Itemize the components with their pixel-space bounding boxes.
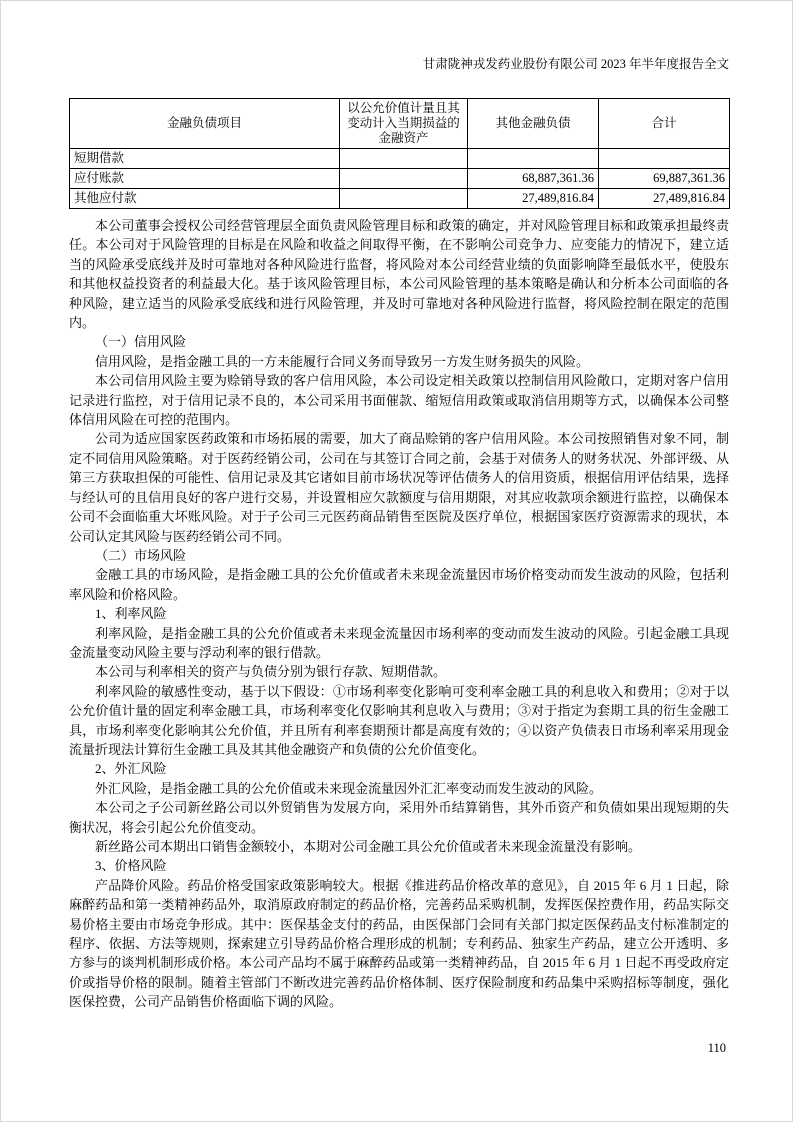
paragraph: 本公司之子公司新丝路公司以外贸销售为发展方向，采用外币结算销售，其外币资产和负债如果出现短期的失衡状况，将会引起公允价值变动。: [69, 800, 729, 835]
paragraphs: [69, 216, 729, 1012]
table-header-row: [70, 99, 730, 149]
paragraph: 利率风险的敏感性变动，基于以下假设：①市场利率变化影响可变利率金融工具的利息收入和费用；②对于以公允价值计量的固定利率金融工具，市场利率变化仅影响其利息收入与费用；③对于指定为套期工具的衍生金融工具，市场利率变化影响其公允价值，并且所有利率套期预计都是高度有效的；④以资产负债表日市场利率采用现金流量折现法计算衍生金融工具及其其他金融资产和负债的公允价值变化。: [69, 683, 729, 757]
paragraph: 本公司董事会授权公司经营管理层全面负责风险管理目标和政策的确定，并对风险管理目标和政策承担最终责任。本公司对于风险管理的目标是在风险和收益之间取得平衡，在不影响公司竞争力、应变能力的情况下，建立适当的风险承受底线并及时可靠地对各种风险进行监督，将风险对本公司经营业绩的负面影响降至最低水平，使股东和其他权益投资者的利益最大化。基于该风险管理目标，本公司风险管理的基本策略是确认和分析本公司面临的各种风险，建立适当的风险承受底线和进行风险管理，并及时可靠地对各种风险进行监督，将风险控制在限定的范围内。: [69, 218, 729, 331]
paragraph: （一）信用风险: [95, 334, 187, 350]
page-content: [69, 98, 729, 1012]
table-header-cell: 其他金融负债: [468, 99, 599, 149]
table-cell-value: [468, 149, 599, 169]
paragraph: 产品降价风险。药品价格受国家政策影响较大。根据《推进药品价格改革的意见》，自 2015 年 6 月 1 日起，除麻醉药品和第一类精神药品外，取消原政府制定的药品价格，完善药品采购机制，发挥医保控费作用，药品实际交易价格主要由市场竞争形成。其中：医保基金支付的药品，由医保部门会同有关部门拟定医保药品支付标准制定的程序、依据、方法等规则，探索建立引导药品价格合理形成的机制；专利药品、独家生产药品，建立公开透明、多方参与的谈判机制形成价格。本公司产品均不属于麻醉药品或第一类精神药品，自 2015 年 6 月 1 日起不再受政府定价或指导价格的限制。随着主管部门不断改进完善药品价格体制、医疗保险制度和药品集中采购招标等制度，强化医保控费，公司产品销售价格面临下调的风险。: [69, 877, 729, 1010]
paragraph: （二）市场风险: [95, 547, 187, 563]
page-number: 110: [707, 1041, 726, 1055]
paragraph: 1、利率风险: [95, 606, 167, 622]
table-cell-value: 27,489,816.84: [599, 189, 730, 209]
table-row: [70, 189, 730, 209]
table-header-cell: 以公允价值计量且其变动计入当期损益的金融资产: [340, 99, 468, 149]
paragraph: 本公司与利率相关的资产与负债分别为银行存款、短期借款。: [95, 664, 447, 680]
paragraph: 金融工具的市场风险，是指金融工具的公允价值或者未来现金流量因市场价格变动而发生波动的风险，包括利率风险和价格风险。: [69, 567, 729, 602]
paragraph: 新丝路公司本期出口销售金额较小，本期对公司金融工具公允价值或者未来现金流量没有影响。: [95, 839, 642, 854]
table-cell-value: [599, 149, 730, 169]
table-cell-value: [340, 169, 468, 189]
table-cell-item: 短期借款: [70, 149, 340, 169]
paragraph: 利率风险，是指金融工具的公允价值或者未来现金流量因市场利率的变动而发生波动的风险。引起金融工具现金流量变动风险主要与浮动利率的银行借款。: [69, 625, 729, 660]
table-cell-item: 应付账款: [70, 169, 340, 189]
table-row: [70, 149, 730, 169]
document-header: 甘肃陇神戎发药业股份有限公司 2023 年半年度报告全文: [422, 57, 729, 71]
table-cell-value: [340, 149, 468, 169]
table-header-cell: 合计: [599, 99, 730, 149]
paragraph: 外汇风险，是指金融工具的公允价值或未来现金流量因外汇汇率变动而发生波动的风险。: [95, 780, 603, 796]
table-body: [70, 149, 730, 209]
table-cell-value: [340, 189, 468, 209]
paragraph: 2、外汇风险: [95, 761, 167, 777]
paragraph: 信用风险，是指金融工具的一方未能履行合同义务而导致另一方发生财务损失的风险。: [95, 353, 590, 369]
paragraph: 3、价格风险: [95, 858, 167, 874]
table-cell-value: 68,887,361.36: [468, 169, 599, 189]
table-header-cell: 金融负债项目: [70, 99, 340, 149]
paragraph: 本公司信用风险主要为赊销导致的客户信用风险，本公司设定相关政策以控制信用风险敞口，定期对客户信用记录进行监控，对于信用记录不良的，本公司采用书面催款、缩短信用政策或取消信用期等方式，以确保本公司整体信用风险在可控的范围内。: [69, 373, 729, 428]
table-row: [70, 169, 730, 189]
table-cell-value: 69,887,361.36: [599, 169, 730, 189]
financial-liabilities-table: [69, 98, 730, 209]
table-cell-item: 其他应付款: [70, 189, 340, 209]
paragraph: 公司为适应国家医药政策和市场拓展的需要，加大了商品赊销的客户信用风险。本公司按照销售对象不同，制定不同信用风险策略。对于医药经销公司，公司在与其签订合同之前，会基于对债务人的财务状况、外部评级、从第三方获取担保的可能性、信用记录及其它诸如目前市场状况等评估债务人的信用资质，根据信用评估结果，选择与经认可的且信用良好的客户进行交易，并设置相应欠款额度与信用期限，对其应收款项余额进行监控，以确保本公司不会面临重大坏账风险。对于子公司三元医药商品销售至医院及医疗单位，根据国家医疗资源需求的现状，本公司认定其风险与医药经销公司不同。: [69, 431, 729, 544]
table-cell-value: 27,489,816.84: [468, 189, 599, 209]
